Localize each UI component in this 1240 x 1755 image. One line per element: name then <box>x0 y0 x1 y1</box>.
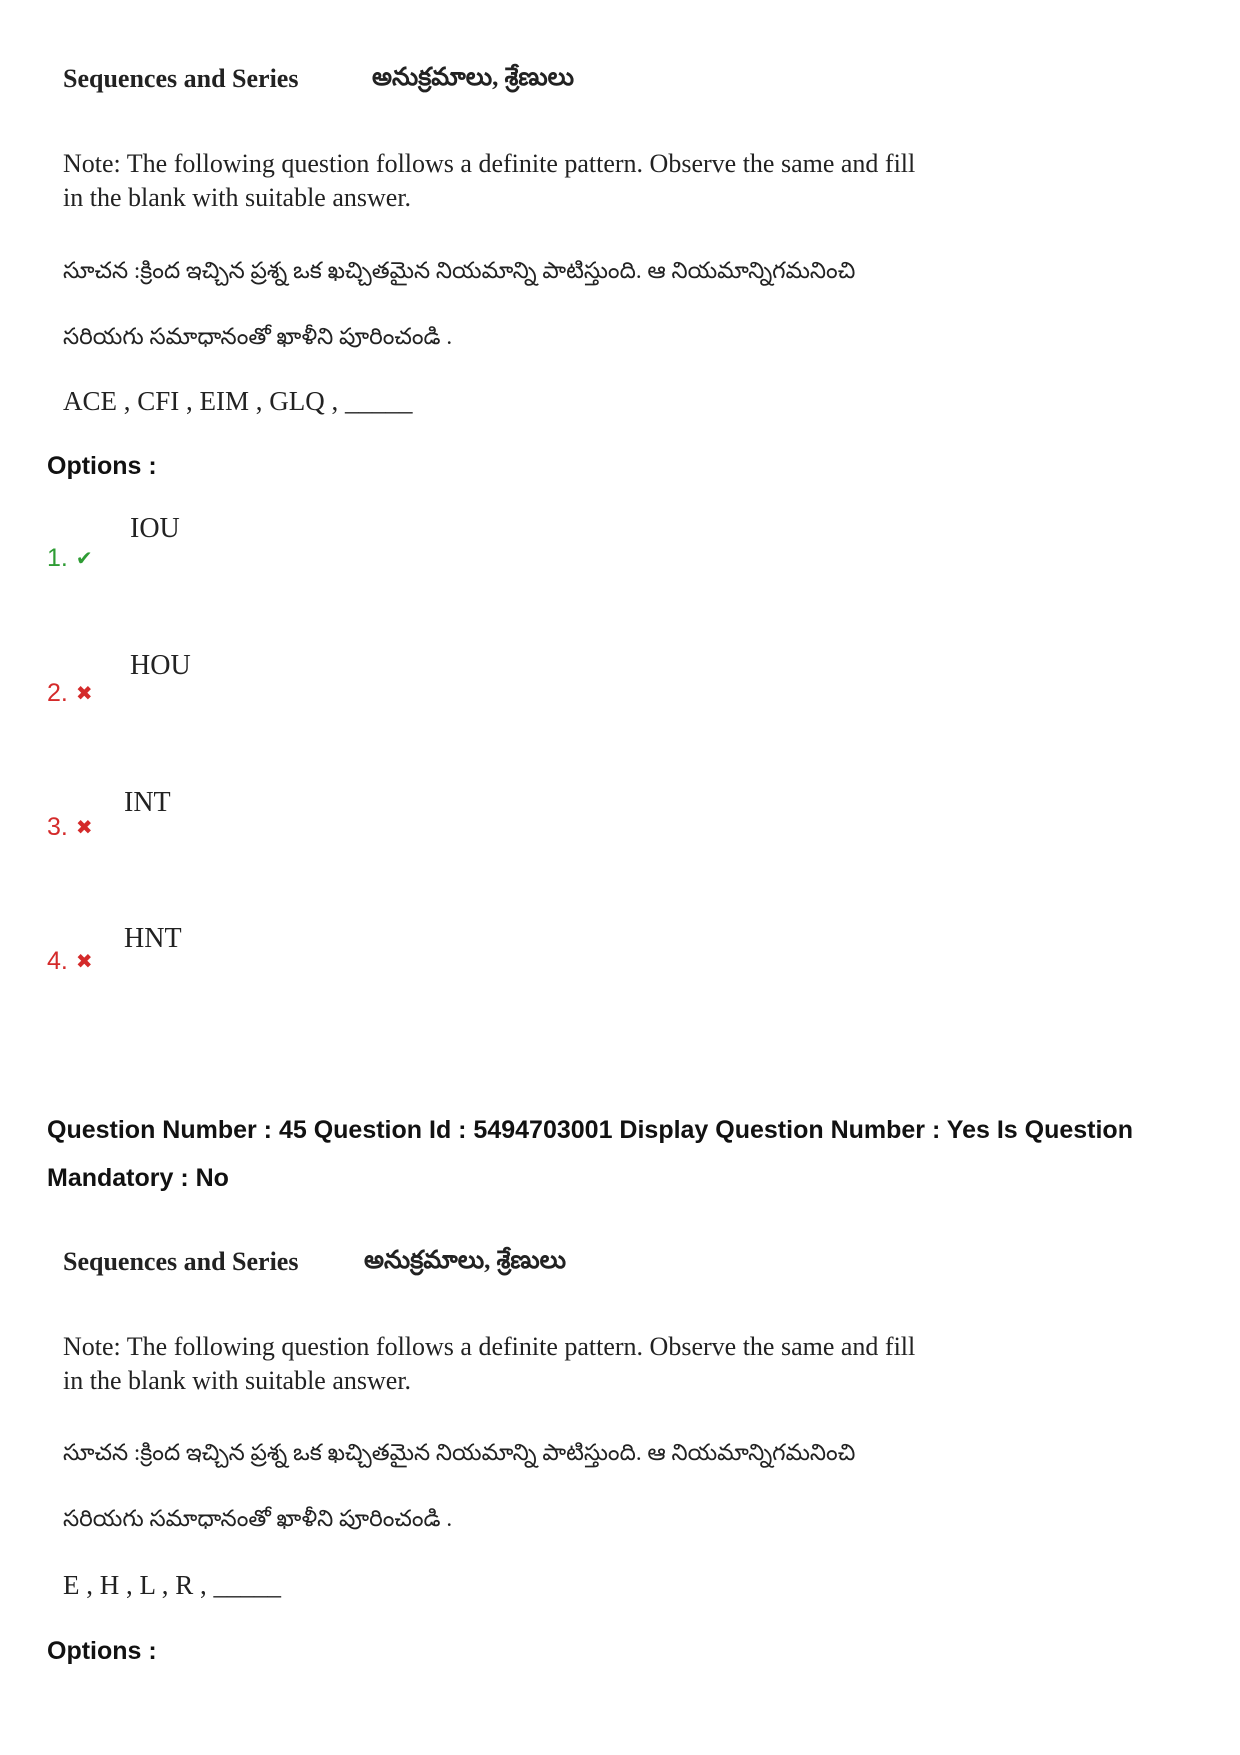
note-line-2: in the blank with suitable answer. <box>63 1366 412 1395</box>
option-1-text: IOU <box>130 513 180 544</box>
note-line-1: Note: The following question follows a definite pattern. Observe the same and fill <box>63 149 916 178</box>
option-2-number: 2. ✖ <box>47 679 93 707</box>
cross-icon: ✖ <box>75 951 93 973</box>
option-3-number: 3. ✖ <box>47 813 93 841</box>
question-meta-line-2: Mandatory : No <box>47 1164 229 1192</box>
telugu-instruction-1: సూచన :క్రింద ఇచ్చిన ప్రశ్న ఒక ఖచ్చితమైన నియమాన్ని పాటిస్తుంది. ఆ నియమాన్నిగమనించి <box>63 258 856 283</box>
check-icon: ✔ <box>75 548 93 570</box>
topic-telugu: అనుక్రమాలు, శ్రేణులు <box>372 64 575 91</box>
cross-icon: ✖ <box>75 817 93 839</box>
telugu-instruction-2: సరియగు సమాధానంతో ఖాళీని పూరించండి . <box>63 1506 453 1531</box>
options-label: Options : <box>47 1637 157 1665</box>
telugu-instruction-1: సూచన :క్రింద ఇచ్చిన ప్రశ్న ఒక ఖచ్చితమైన నియమాన్ని పాటిస్తుంది. ఆ నియమాన్నిగమనించి <box>63 1440 856 1465</box>
option-1-number: 1. ✔ <box>47 544 93 572</box>
option-4-text: HNT <box>124 923 182 954</box>
option-2-text: HOU <box>130 650 191 681</box>
topic-telugu: అనుక్రమాలు, శ్రేణులు <box>364 1247 567 1274</box>
topic-english: Sequences and Series <box>63 64 299 93</box>
topic-english: Sequences and Series <box>63 1247 299 1276</box>
question-meta-line-1: Question Number : 45 Question Id : 5494703001 Display Question Number : Yes Is Question <box>47 1116 1133 1144</box>
option-3-text: INT <box>124 787 171 818</box>
sequence-question: E , H , L , R , _____ <box>63 1570 281 1600</box>
note-line-2: in the blank with suitable answer. <box>63 183 412 212</box>
telugu-instruction-2: సరియగు సమాధానంతో ఖాళీని పూరించండి . <box>63 324 453 349</box>
option-4-number: 4. ✖ <box>47 947 93 975</box>
options-label: Options : <box>47 452 157 480</box>
question-meta <box>47 1106 1217 1202</box>
sequence-question: ACE , CFI , EIM , GLQ , _____ <box>63 386 413 416</box>
note-line-1: Note: The following question follows a definite pattern. Observe the same and fill <box>63 1332 916 1361</box>
cross-icon: ✖ <box>75 683 93 705</box>
